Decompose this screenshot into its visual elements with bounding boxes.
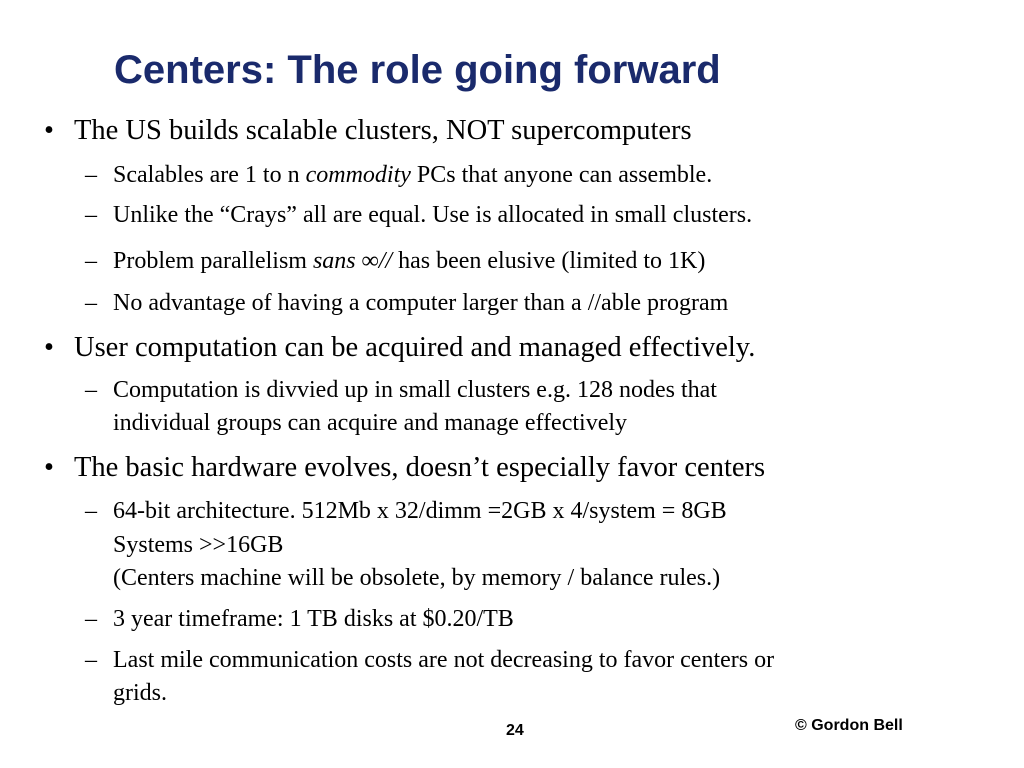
- dash-marker: –: [85, 377, 97, 403]
- dash-marker: –: [85, 202, 97, 228]
- bullet-text: The basic hardware evolves, doesn’t especially favor centers: [74, 452, 766, 483]
- dash-marker: –: [85, 498, 97, 524]
- sub-bullet-text: 64-bit architecture. 512Mb x 32/dimm =2GB x 4/system = 8GB: [113, 498, 727, 524]
- emphasis-text: sans ∞//: [312, 248, 393, 274]
- slide-title: Centers: The role going forward: [114, 48, 721, 92]
- dash-marker: –: [85, 290, 97, 316]
- bullet-text: The US builds scalable clusters, NOT supercomputers: [74, 115, 692, 146]
- sub-bullet-text: Problem parallelism sans ∞// has been elusive (limited to 1K): [113, 248, 706, 274]
- sub-bullet-text: Computation is divvied up in small clusters e.g. 128 nodes that: [113, 377, 717, 403]
- emphasis-text: commodity: [305, 162, 411, 188]
- bullet-marker: •: [44, 115, 54, 146]
- sub-bullet-text: Unlike the “Crays” all are equal. Use is allocated in small clusters.: [113, 202, 753, 228]
- copyright-notice: © Gordon Bell: [795, 717, 903, 734]
- dash-marker: –: [85, 248, 97, 274]
- dash-marker: –: [85, 162, 97, 188]
- sub-bullet-text: No advantage of having a computer larger than a //able program: [113, 290, 729, 316]
- sub-bullet-text: Systems >>16GB: [113, 532, 284, 558]
- bullet-marker: •: [44, 452, 54, 483]
- sub-bullet-text: (Centers machine will be obsolete, by memory / balance rules.): [113, 565, 721, 591]
- sub-bullet-text: individual groups can acquire and manage effectively: [113, 410, 628, 436]
- dash-marker: –: [85, 647, 97, 673]
- sub-bullet-text: 3 year timeframe: 1 TB disks at $0.20/TB: [113, 606, 514, 632]
- sub-bullet-text: Last mile communication costs are not decreasing to favor centers or: [113, 647, 775, 673]
- bullet-text: User computation can be acquired and managed effectively.: [74, 332, 756, 363]
- page-number: 24: [506, 722, 524, 739]
- sub-bullet-text: grids.: [113, 680, 167, 706]
- dash-marker: –: [85, 606, 97, 632]
- bullet-marker: •: [44, 332, 54, 363]
- sub-bullet-text: Scalables are 1 to n commodity PCs that anyone can assemble.: [113, 162, 713, 188]
